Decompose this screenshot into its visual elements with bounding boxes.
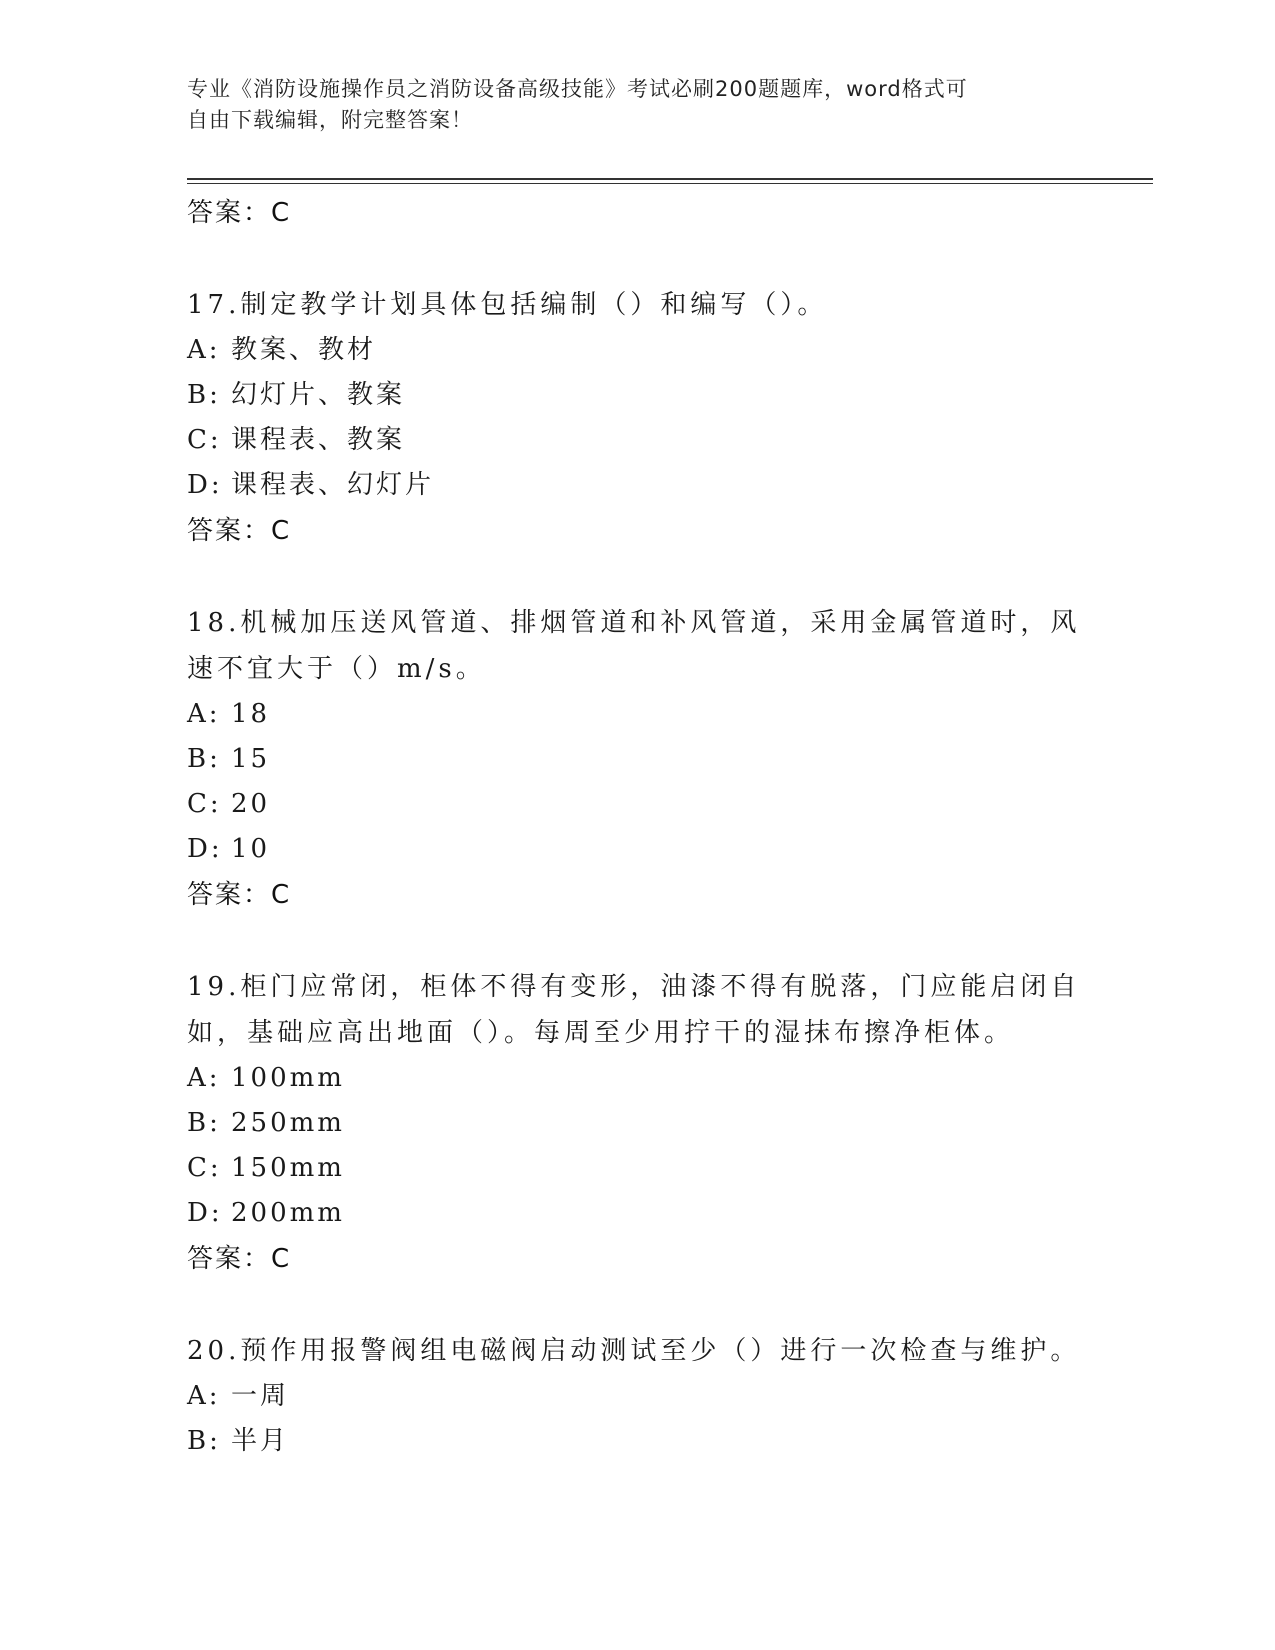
option-text: 15	[231, 744, 271, 774]
header-line-1: 专业《消防设施操作员之消防设备高级技能》考试必刷200题题库，word格式可	[187, 77, 968, 101]
option-a	[187, 1374, 1087, 1419]
question-text: 19.柜门应常闭，柜体不得有变形，油漆不得有脱落，门应能启闭自如，基础应高出地面（）。每周至少用拧干的湿抹布擦净柜体。	[187, 972, 1081, 1048]
option-text: 100mm	[231, 1063, 345, 1093]
option-text: 课程表、幻灯片	[231, 470, 435, 500]
option-text: 幻灯片、教案	[231, 380, 406, 410]
option-text: 教案、教材	[231, 335, 377, 365]
option-b	[187, 1419, 1087, 1464]
option-letter: C:	[187, 789, 222, 819]
option-letter: C:	[187, 425, 222, 455]
option-letter: C:	[187, 1153, 222, 1183]
option-a	[187, 692, 1087, 737]
option-b	[187, 1101, 1087, 1146]
header-divider	[187, 178, 1153, 184]
spacer	[187, 236, 1087, 282]
option-letter: D:	[187, 834, 223, 864]
question-text: 20.预作用报警阀组电磁阀启动测试至少（）进行一次检查与维护。	[187, 1336, 1081, 1366]
option-a	[187, 328, 1087, 373]
option-text: 250mm	[231, 1108, 345, 1138]
option-c	[187, 1146, 1087, 1191]
option-text: 课程表、教案	[231, 425, 406, 455]
answer-line: 答案：C	[187, 880, 292, 910]
question-text: 17.制定教学计划具体包括编制（）和编写（）。	[187, 290, 828, 320]
spacer	[187, 1282, 1087, 1328]
question-18	[187, 600, 1087, 918]
question-list	[187, 190, 1087, 1464]
question-text: 18.机械加压送风管道、排烟管道和补风管道，采用金属管道时，风速不宜大于（）m/s。	[187, 608, 1081, 684]
option-text: 一周	[231, 1381, 290, 1411]
option-d	[187, 827, 1087, 872]
option-letter: D:	[187, 1198, 223, 1228]
document-header	[187, 74, 1067, 136]
option-text: 半月	[231, 1426, 290, 1456]
option-letter: B:	[187, 380, 221, 410]
option-letter: B:	[187, 1426, 221, 1456]
option-c	[187, 418, 1087, 463]
answer-line: 答案：C	[187, 198, 292, 228]
option-b	[187, 373, 1087, 418]
option-a	[187, 1056, 1087, 1101]
option-text: 18	[231, 699, 271, 729]
spacer	[187, 918, 1087, 964]
option-letter: A:	[187, 335, 221, 365]
question-17	[187, 282, 1087, 554]
option-d	[187, 463, 1087, 508]
option-d	[187, 1191, 1087, 1236]
spacer	[187, 554, 1087, 600]
option-text: 150mm	[231, 1153, 345, 1183]
option-letter: A:	[187, 699, 221, 729]
answer-line: 答案：C	[187, 1244, 292, 1274]
option-letter: D:	[187, 470, 223, 500]
option-b	[187, 737, 1087, 782]
option-text: 10	[231, 834, 271, 864]
option-c	[187, 782, 1087, 827]
option-letter: B:	[187, 1108, 221, 1138]
option-text: 20	[231, 789, 271, 819]
option-letter: B:	[187, 744, 221, 774]
answer-line: 答案：C	[187, 516, 292, 546]
question-20	[187, 1328, 1087, 1464]
option-text: 200mm	[231, 1198, 345, 1228]
option-letter: A:	[187, 1063, 221, 1093]
header-line-2: 自由下载编辑，附完整答案！	[187, 108, 473, 132]
option-letter: A:	[187, 1381, 221, 1411]
question-19	[187, 964, 1087, 1282]
